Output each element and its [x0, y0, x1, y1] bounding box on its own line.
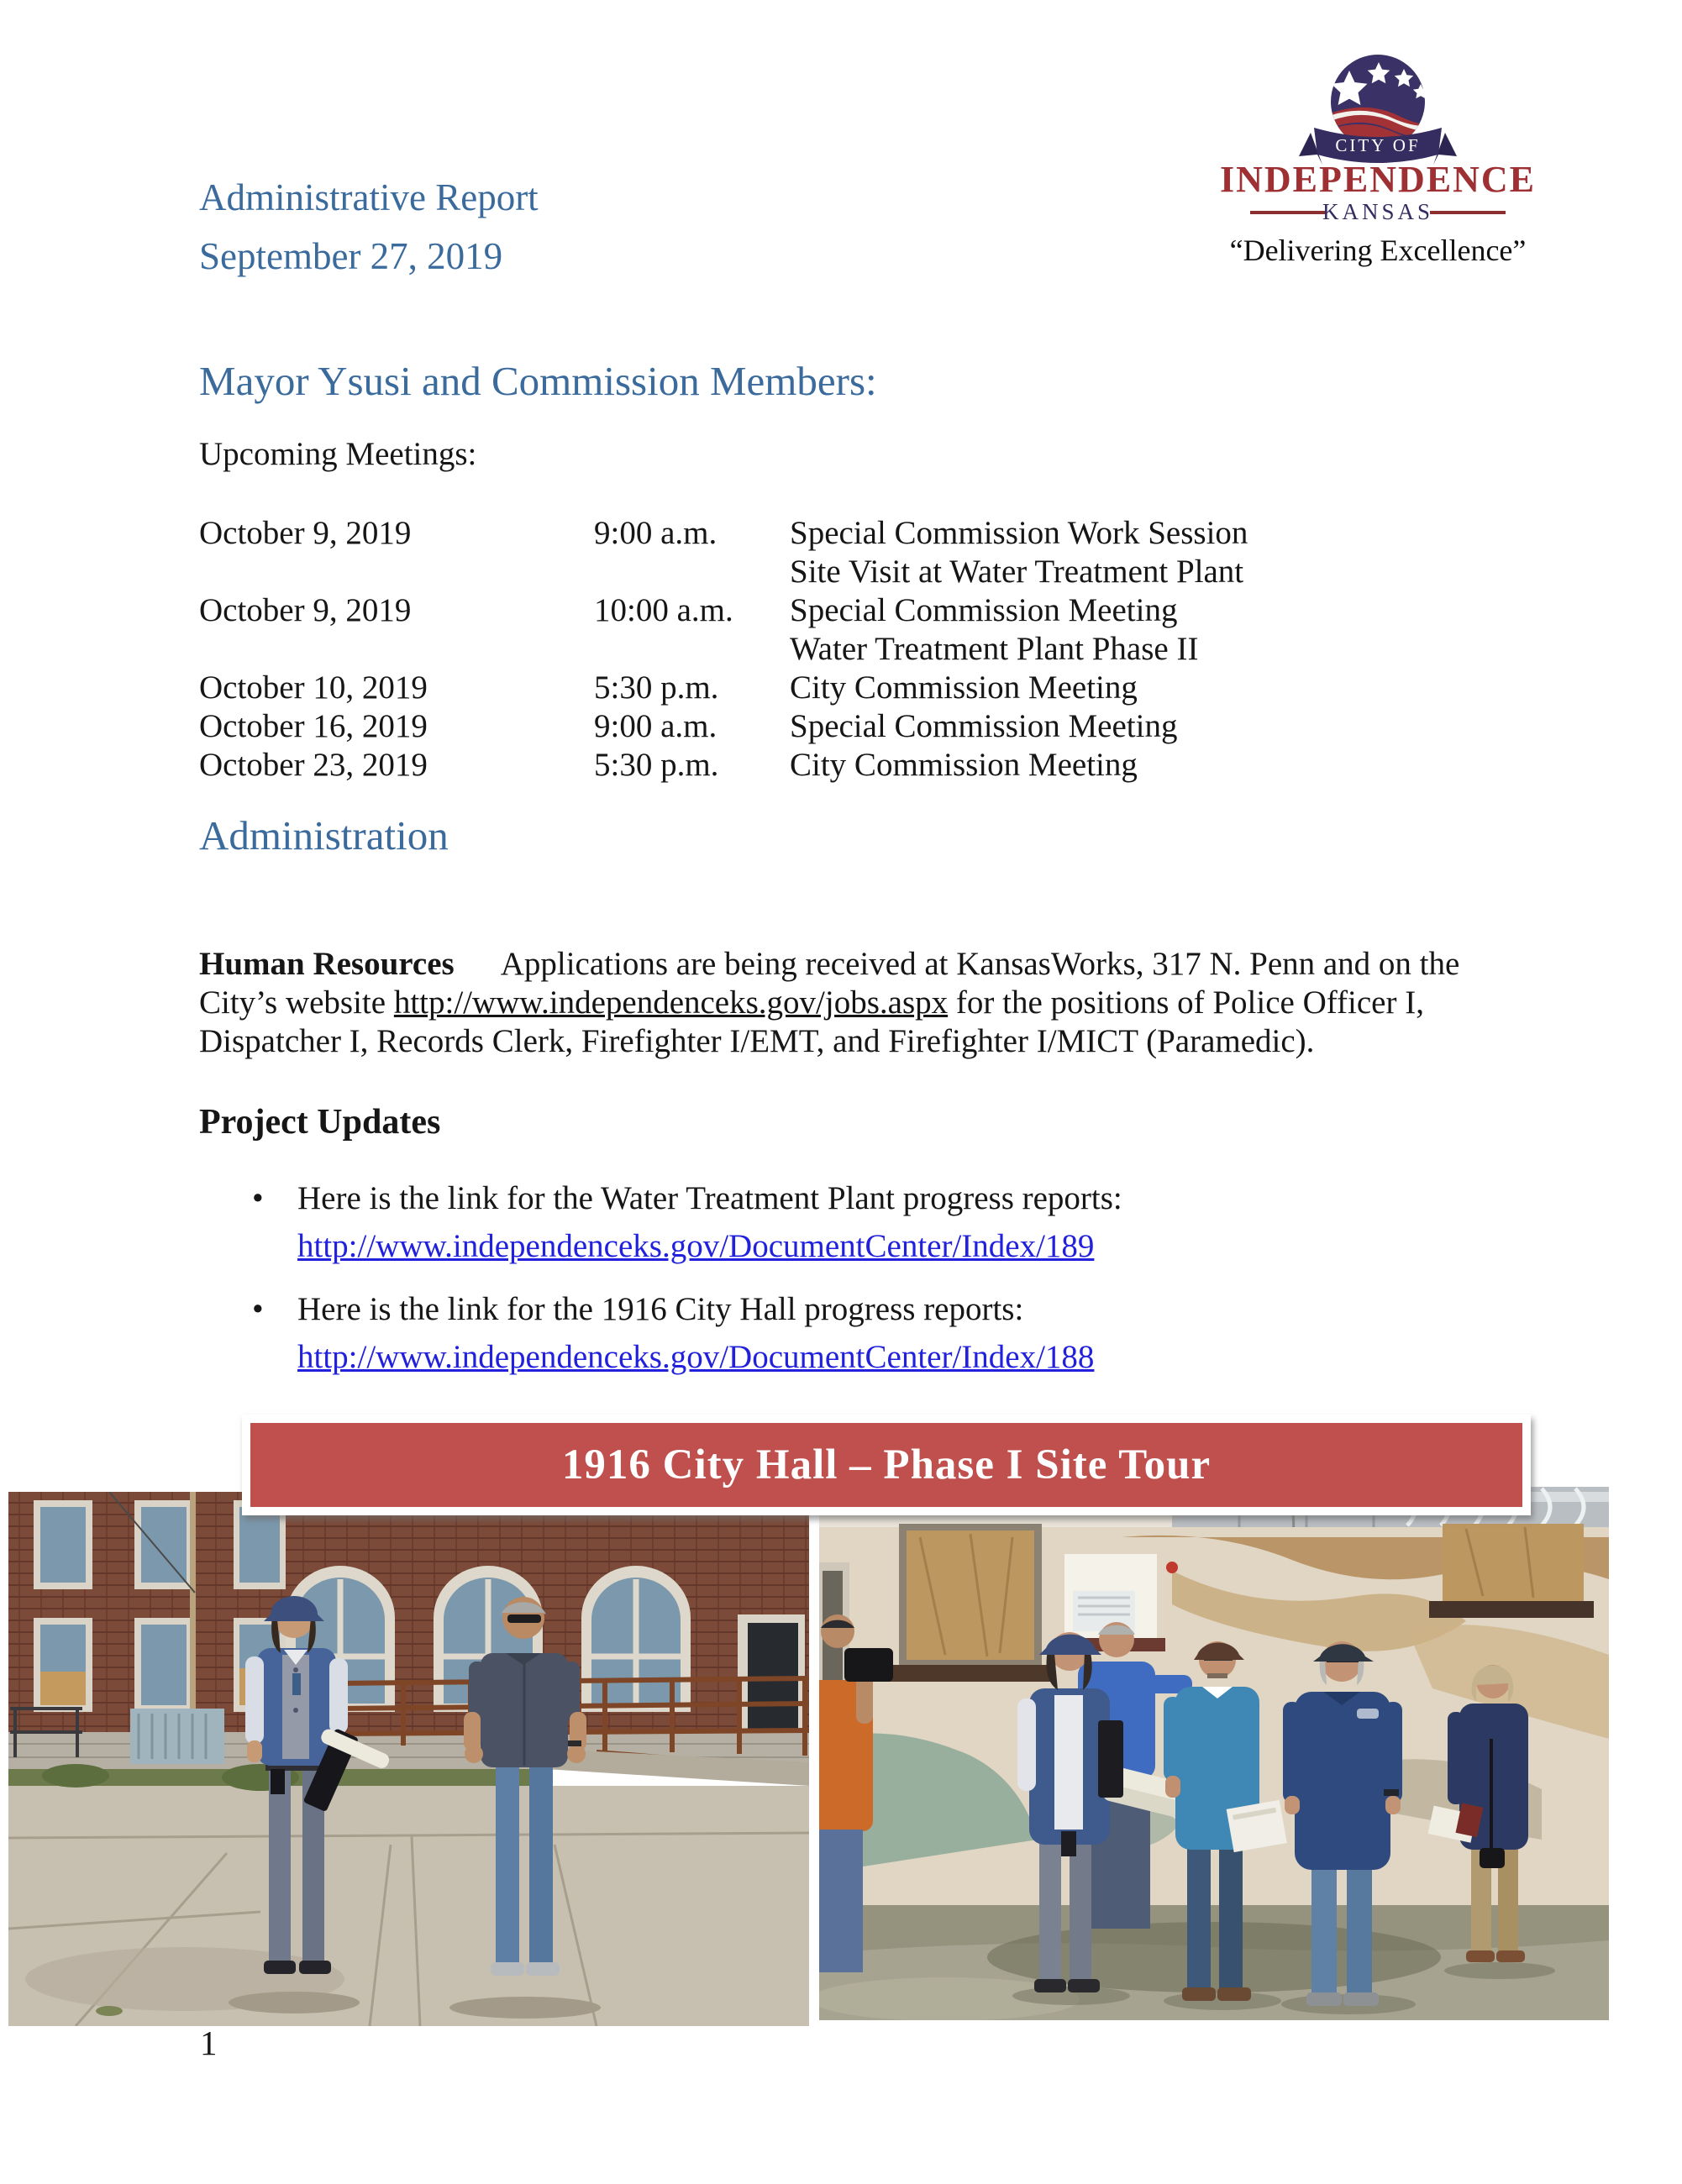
bullet-text: • Here is the link for the 1916 City Hall progress reports: — [297, 1291, 1024, 1327]
page-number: 1 — [200, 2024, 218, 2062]
meeting-time: 5:30 p.m. — [594, 747, 719, 783]
meeting-row — [199, 669, 1510, 707]
logo-city-name: INDEPENDENCE — [1219, 159, 1537, 200]
meeting-desc-line: Special Commission Work Session — [790, 515, 1248, 551]
city-hall-interior-photo — [819, 1487, 1609, 2020]
city-hall-reports-link[interactable]: http://www.independenceks.gov/DocumentCenter/Index/188 — [297, 1339, 1095, 1375]
meeting-row — [199, 746, 1510, 785]
svg-text:KANSAS: KANSAS — [1322, 199, 1434, 223]
meeting-row — [199, 591, 1510, 669]
list-item — [252, 1285, 1386, 1381]
shadow — [449, 1997, 601, 2019]
site-tour-banner: 1916 City Hall – Phase I Site Tour — [242, 1415, 1531, 1515]
meeting-desc-line: City Commission Meeting — [790, 747, 1138, 783]
city-hall-exterior-photo — [8, 1492, 809, 2026]
human-resources-paragraph — [199, 945, 1500, 1061]
meeting-desc — [790, 746, 1510, 785]
meeting-date: October 9, 2019 — [199, 592, 412, 628]
meeting-desc — [790, 669, 1510, 707]
meeting-time: 5:30 p.m. — [594, 669, 719, 706]
logo-globe — [1299, 55, 1457, 165]
city-logo-graphic — [1210, 39, 1546, 223]
salutation-heading: Mayor Ysusi and Commission Members: — [199, 358, 877, 404]
boarded-window-left — [888, 1524, 1053, 1682]
report-title-line1: Administrative Report — [199, 176, 539, 218]
meeting-desc — [790, 514, 1510, 591]
brick-building — [8, 1492, 809, 1766]
report-title — [199, 168, 539, 286]
meetings-table — [199, 514, 1510, 785]
city-logo — [1210, 39, 1546, 268]
project-updates-heading: Project Updates — [199, 1103, 441, 1142]
meeting-desc — [790, 591, 1510, 669]
shadow — [229, 1992, 360, 2013]
meeting-date: October 9, 2019 — [199, 515, 412, 551]
bullet-text: • Here is the link for the Water Treatment Plant progress reports: — [297, 1180, 1122, 1216]
meeting-date: October 10, 2019 — [199, 669, 428, 706]
water-treatment-reports-link[interactable]: http://www.independenceks.gov/DocumentCenter/Index/189 — [297, 1228, 1095, 1264]
logo-state-row — [1250, 199, 1506, 223]
logo-tagline: “Delivering Excellence” — [1229, 234, 1527, 267]
meeting-desc-line: Water Treatment Plant Phase II — [790, 631, 1199, 667]
meeting-time: 9:00 a.m. — [594, 515, 717, 551]
human-resources-label: Human Resources — [199, 946, 455, 982]
report-title-line2: September 27, 2019 — [199, 235, 503, 277]
administration-heading: Administration — [199, 812, 449, 858]
meeting-time: 10:00 a.m. — [594, 592, 733, 628]
utility-pole — [190, 1492, 196, 1744]
ac-condenser-unit — [130, 1709, 224, 1764]
meeting-date: October 23, 2019 — [199, 747, 428, 783]
hr-text-after-link: for the positions of Police Officer I, Dispatcher I, Records Clerk, Firefighter I/EMT, and Firefighter I/MICT (Paramedic). — [199, 984, 1424, 1059]
upcoming-meetings-label: Upcoming Meetings: — [199, 436, 477, 472]
meeting-desc-line: Site Visit at Water Treatment Plant — [790, 554, 1244, 590]
list-item — [252, 1174, 1386, 1270]
meeting-desc — [790, 707, 1510, 746]
boarded-window-right — [1429, 1524, 1594, 1618]
meeting-row — [199, 514, 1510, 591]
meeting-row — [199, 707, 1510, 746]
meeting-desc-line: City Commission Meeting — [790, 669, 1138, 706]
jobs-page-link[interactable]: http://www.independenceks.gov/jobs.aspx — [393, 984, 949, 1021]
project-updates-list — [252, 1174, 1386, 1396]
meeting-time: 9:00 a.m. — [594, 708, 717, 744]
meeting-desc-line: Special Commission Meeting — [790, 708, 1178, 744]
meeting-date: October 16, 2019 — [199, 708, 428, 744]
svg-text:CITY OF: CITY OF — [1335, 135, 1421, 155]
hr-text-before-link: Applications are being received at KansasWorks, 317 N. Penn and on the City’s website — [199, 946, 1460, 1021]
meeting-desc-line: Special Commission Meeting — [790, 592, 1178, 628]
